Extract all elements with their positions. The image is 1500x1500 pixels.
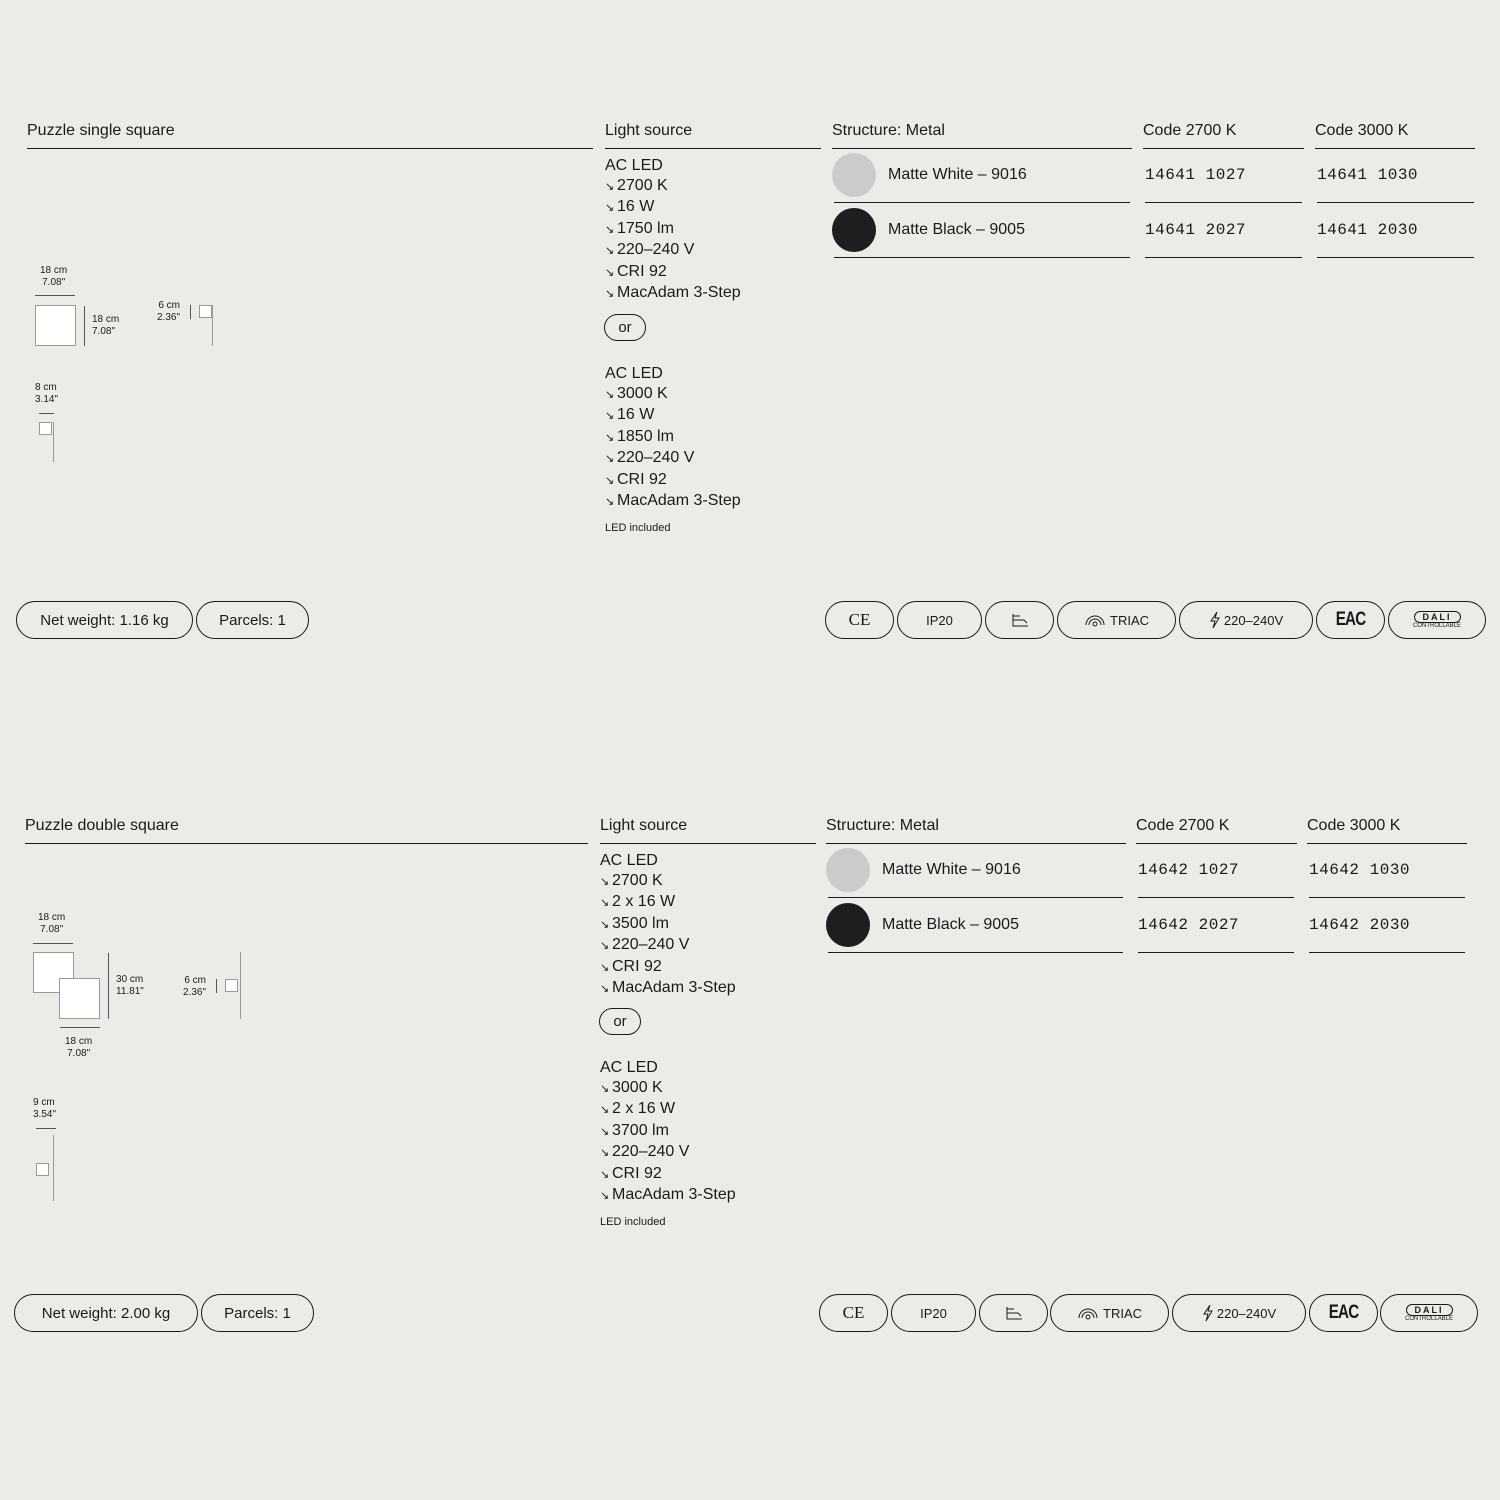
dim-side-label: 9 cm 3.54"	[33, 1097, 57, 1120]
led-spec: ↘ 220–240 V	[605, 241, 695, 258]
parcels-badge: Parcels: 1	[196, 601, 309, 639]
dim-depth-arrow	[190, 305, 191, 319]
led-spec: ↘ 220–240 V	[605, 449, 695, 466]
dim-bottom-arrow	[60, 1027, 100, 1028]
product-title: Puzzle single square	[27, 122, 593, 149]
white-swatch	[826, 848, 870, 892]
dimmer-icon	[1077, 1306, 1099, 1320]
led-spec: ↘ 16 W	[605, 406, 655, 423]
triac-badge	[1057, 601, 1176, 639]
ce-mark: CE	[848, 610, 871, 629]
product-front-square-b	[59, 978, 100, 1019]
dim-height-arrow	[108, 953, 109, 1019]
led-spec: ↘ 1750 lm	[605, 219, 674, 237]
led-spec: ↘ 2700 K	[600, 871, 663, 889]
ce-mark: CE	[842, 1303, 865, 1322]
finish-row-white	[828, 843, 1123, 898]
led-spec: ↘ 3000 K	[600, 1078, 663, 1096]
led-type: AC LED	[605, 365, 663, 382]
product-section-double	[0, 695, 1500, 1323]
surface-icon-badge	[979, 1294, 1048, 1332]
eac-mark: EAC	[1328, 1302, 1359, 1323]
ce-badge	[825, 601, 894, 639]
wall-line	[240, 952, 241, 1019]
code-cell: 14642 1030	[1309, 843, 1465, 898]
or-badge: or	[599, 1008, 641, 1035]
wall-line-top	[53, 1135, 54, 1201]
finish-name: Matte White – 9016	[888, 166, 1027, 183]
triac-label: TRIAC	[1103, 1305, 1142, 1321]
led-spec: ↘ CRI 92	[605, 262, 667, 280]
product-front-view	[35, 305, 76, 346]
led-spec: ↘ 1850 lm	[605, 427, 674, 445]
product-side-view	[199, 305, 212, 318]
triac-badge	[1050, 1294, 1169, 1332]
or-badge: or	[604, 314, 646, 341]
dim-side-arrow	[39, 413, 54, 414]
finish-row-white	[834, 148, 1130, 203]
code-cell: 14641 2027	[1145, 203, 1302, 258]
code-2700-header: Code 2700 K	[1143, 122, 1304, 149]
lightning-icon	[1202, 1304, 1214, 1322]
led-option-b	[605, 364, 741, 513]
voltage-label: 220–240V	[1223, 612, 1284, 628]
eac-mark: EAC	[1335, 609, 1366, 630]
voltage-badge	[1172, 1294, 1306, 1332]
structure-header: Structure: Metal	[826, 817, 1126, 844]
led-type: AC LED	[605, 157, 663, 174]
mounting-surface-icon	[1004, 1305, 1024, 1321]
product-section-single	[0, 0, 1500, 630]
voltage-badge	[1179, 601, 1313, 639]
parcels-badge: Parcels: 1	[201, 1294, 314, 1332]
led-option-b	[600, 1058, 736, 1207]
led-spec: ↘ MacAdam 3-Step	[600, 979, 736, 996]
dim-height-label: 30 cm 11.81"	[116, 974, 144, 997]
dali-logo: DALI	[1406, 1304, 1453, 1316]
code-3000-header: Code 3000 K	[1307, 817, 1467, 844]
net-weight-badge: Net weight: 2.00 kg	[14, 1294, 198, 1332]
code-2700-header: Code 2700 K	[1136, 817, 1297, 844]
finish-name: Matte Black – 9005	[888, 221, 1025, 238]
dim-depth-label: 6 cm 2.36"	[183, 975, 207, 998]
ip-badge: IP20	[897, 601, 982, 639]
dim-width-label: 18 cm 7.08"	[38, 912, 66, 935]
lightning-icon	[1209, 611, 1221, 629]
led-spec: ↘ 220–240 V	[600, 936, 690, 953]
mounting-surface-icon	[1010, 612, 1030, 628]
dali-sub: CONTROLLABLE	[1404, 1316, 1453, 1322]
finish-row-black	[834, 203, 1130, 258]
surface-icon-badge	[985, 601, 1054, 639]
code-cell: 14641 1027	[1145, 148, 1302, 203]
led-spec: ↘ 2 x 16 W	[600, 1100, 676, 1117]
led-spec: ↘ 3500 lm	[600, 914, 669, 932]
led-spec: ↘ MacAdam 3-Step	[600, 1186, 736, 1203]
dim-depth-label: 6 cm 2.36"	[157, 300, 181, 323]
dali-badge	[1388, 601, 1486, 639]
ce-badge	[819, 1294, 888, 1332]
led-spec: ↘ CRI 92	[605, 470, 667, 488]
finish-name: Matte Black – 9005	[882, 916, 1019, 933]
finish-name: Matte White – 9016	[882, 861, 1021, 878]
dim-side-label: 8 cm 3.14"	[35, 382, 59, 405]
finish-row-black	[828, 898, 1123, 953]
code-cell: 14642 1027	[1138, 843, 1294, 898]
wall-line-top	[53, 422, 54, 462]
led-spec: ↘ CRI 92	[600, 1164, 662, 1182]
black-swatch	[832, 208, 876, 252]
led-option-a	[600, 851, 736, 1000]
code-cell: 14642 2027	[1138, 898, 1294, 953]
led-spec: ↘ 16 W	[605, 198, 655, 215]
led-type: AC LED	[600, 852, 658, 869]
led-spec: ↘ 3000 K	[605, 384, 668, 402]
dim-height-label: 18 cm 7.08"	[92, 314, 120, 337]
voltage-label: 220–240V	[1216, 1305, 1277, 1321]
net-weight-badge: Net weight: 1.16 kg	[16, 601, 193, 639]
structure-header: Structure: Metal	[832, 122, 1132, 149]
eac-badge	[1316, 601, 1385, 639]
dimmer-icon	[1084, 613, 1106, 627]
led-spec: ↘ 3700 lm	[600, 1121, 669, 1139]
ip-badge: IP20	[891, 1294, 976, 1332]
code-cell: 14641 1030	[1317, 148, 1474, 203]
dim-bottom-label: 18 cm 7.08"	[65, 1036, 93, 1059]
led-spec: ↘ 2 x 16 W	[600, 893, 676, 910]
dali-logo: DALI	[1414, 611, 1461, 623]
led-note: LED included	[600, 1216, 666, 1228]
dim-side-arrow	[36, 1128, 56, 1129]
led-note: LED included	[605, 522, 671, 534]
led-spec: ↘ MacAdam 3-Step	[605, 492, 741, 509]
led-type: AC LED	[600, 1059, 658, 1076]
code-3000-header: Code 3000 K	[1315, 122, 1475, 149]
white-swatch	[832, 153, 876, 197]
dali-sub: CONTROLLABLE	[1412, 623, 1461, 629]
wall-line	[212, 305, 213, 346]
triac-label: TRIAC	[1110, 612, 1149, 628]
led-spec: ↘ CRI 92	[600, 957, 662, 975]
led-option-a	[605, 156, 741, 305]
product-top-view	[36, 1163, 49, 1176]
product-side-view	[225, 979, 238, 992]
dim-depth-arrow	[216, 979, 217, 993]
dim-width-arrow	[35, 295, 75, 296]
code-cell: 14642 2030	[1309, 898, 1465, 953]
code-cell: 14641 2030	[1317, 203, 1474, 258]
dali-badge	[1380, 1294, 1478, 1332]
black-swatch	[826, 903, 870, 947]
light-source-header: Light source	[600, 817, 816, 844]
product-top-view	[39, 422, 52, 435]
led-spec: ↘ MacAdam 3-Step	[605, 284, 741, 301]
dim-width-label: 18 cm 7.08"	[40, 265, 68, 288]
product-title: Puzzle double square	[25, 817, 588, 844]
dim-height-arrow	[84, 306, 85, 346]
eac-badge	[1309, 1294, 1378, 1332]
led-spec: ↘ 2700 K	[605, 176, 668, 194]
light-source-header: Light source	[605, 122, 821, 149]
led-spec: ↘ 220–240 V	[600, 1143, 690, 1160]
dim-width-arrow	[33, 943, 73, 944]
